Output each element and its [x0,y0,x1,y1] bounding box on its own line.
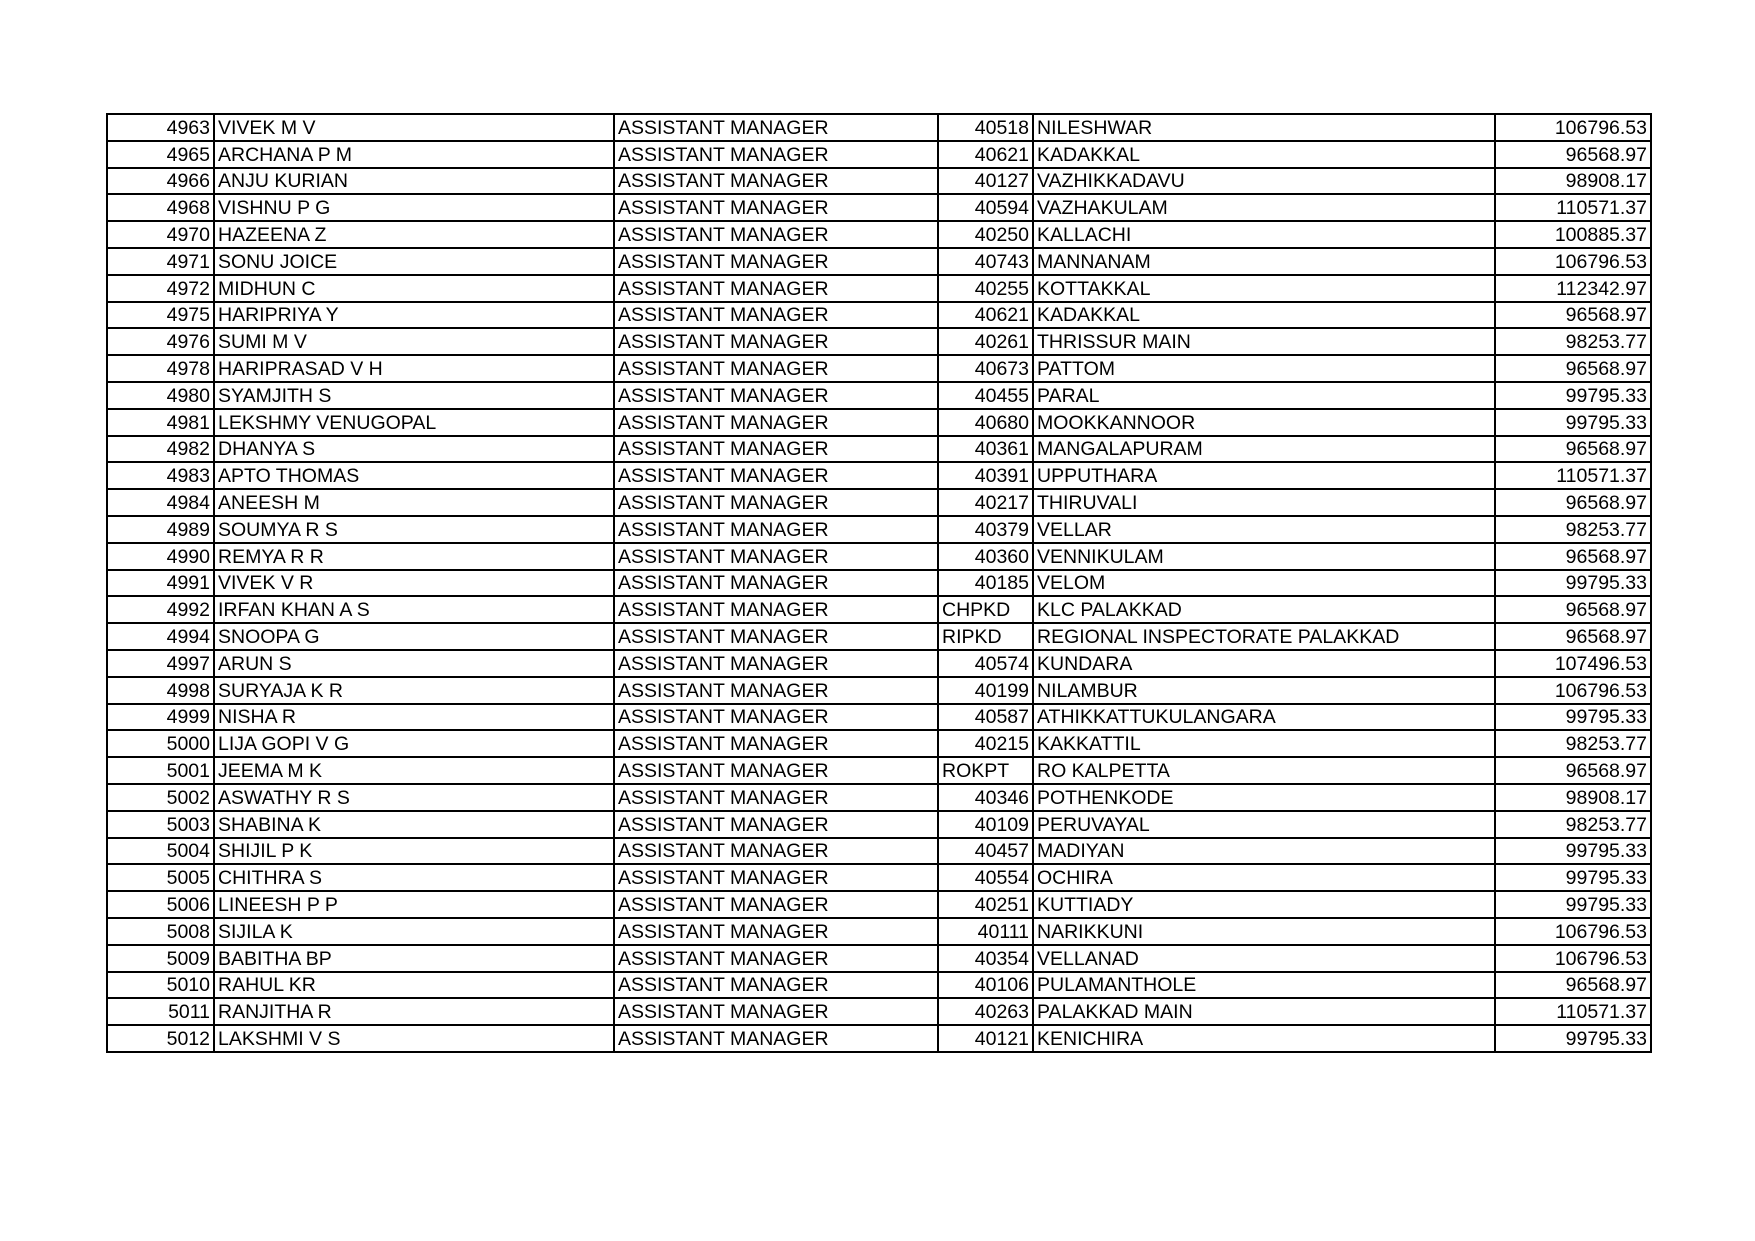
employee-name-cell: HAZEENA Z [214,221,614,248]
employee-id-cell: 4982 [107,436,214,463]
designation-cell: ASSISTANT MANAGER [614,543,938,570]
branch-code-cell: 40554 [938,864,1033,891]
employee-id-cell: 4971 [107,248,214,275]
branch-name-cell: PARAL [1033,382,1495,409]
employee-name-cell: VIVEK V R [214,570,614,597]
amount-cell: 106796.53 [1495,114,1651,141]
employee-id-cell: 4984 [107,489,214,516]
employee-name-cell: NISHA R [214,704,614,731]
branch-code-cell: 40109 [938,811,1033,838]
designation-cell: ASSISTANT MANAGER [614,623,938,650]
employee-id-cell: 5010 [107,972,214,999]
amount-cell: 100885.37 [1495,221,1651,248]
amount-cell: 99795.33 [1495,382,1651,409]
employee-id-cell: 4965 [107,141,214,168]
branch-code-cell: 40106 [938,972,1033,999]
designation-cell: ASSISTANT MANAGER [614,328,938,355]
branch-code-cell: 40518 [938,114,1033,141]
employee-id-cell: 4994 [107,623,214,650]
branch-code-cell: CHPKD [938,596,1033,623]
branch-code-cell: 40455 [938,382,1033,409]
amount-cell: 96568.97 [1495,436,1651,463]
staff-table [106,113,1652,1053]
amount-cell: 99795.33 [1495,864,1651,891]
designation-cell: ASSISTANT MANAGER [614,275,938,302]
branch-code-cell: 40361 [938,436,1033,463]
branch-name-cell: KUTTIADY [1033,891,1495,918]
amount-cell: 106796.53 [1495,945,1651,972]
branch-name-cell: KAKKATTIL [1033,730,1495,757]
table-row [107,918,1651,945]
branch-code-cell: 40199 [938,677,1033,704]
amount-cell: 106796.53 [1495,918,1651,945]
branch-name-cell: PALAKKAD MAIN [1033,998,1495,1025]
employee-name-cell: LINEESH P P [214,891,614,918]
branch-code-cell: RIPKD [938,623,1033,650]
table-row [107,141,1651,168]
table-row [107,355,1651,382]
branch-name-cell: THRISSUR MAIN [1033,328,1495,355]
employee-name-cell: LEKSHMY VENUGOPAL [214,409,614,436]
designation-cell: ASSISTANT MANAGER [614,436,938,463]
designation-cell: ASSISTANT MANAGER [614,704,938,731]
branch-name-cell: NILAMBUR [1033,677,1495,704]
branch-name-cell: PATTOM [1033,355,1495,382]
designation-cell: ASSISTANT MANAGER [614,114,938,141]
employee-id-cell: 4998 [107,677,214,704]
designation-cell: ASSISTANT MANAGER [614,945,938,972]
designation-cell: ASSISTANT MANAGER [614,409,938,436]
branch-code-cell: 40621 [938,141,1033,168]
amount-cell: 96568.97 [1495,141,1651,168]
employee-name-cell: REMYA R R [214,543,614,570]
employee-name-cell: SHABINA K [214,811,614,838]
employee-id-cell: 4983 [107,462,214,489]
branch-name-cell: PULAMANTHOLE [1033,972,1495,999]
employee-id-cell: 5006 [107,891,214,918]
table-row [107,409,1651,436]
amount-cell: 96568.97 [1495,623,1651,650]
designation-cell: ASSISTANT MANAGER [614,570,938,597]
table-row [107,650,1651,677]
table-row [107,462,1651,489]
employee-id-cell: 4972 [107,275,214,302]
branch-code-cell: 40673 [938,355,1033,382]
table-row [107,730,1651,757]
employee-id-cell: 4991 [107,570,214,597]
designation-cell: ASSISTANT MANAGER [614,141,938,168]
amount-cell: 110571.37 [1495,194,1651,221]
branch-name-cell: ATHIKKATTUKULANGARA [1033,704,1495,731]
employee-id-cell: 5003 [107,811,214,838]
branch-code-cell: 40594 [938,194,1033,221]
employee-name-cell: ANJU KURIAN [214,168,614,195]
employee-id-cell: 4976 [107,328,214,355]
branch-code-cell: 40457 [938,838,1033,865]
employee-name-cell: LAKSHMI V S [214,1025,614,1052]
branch-code-cell: 40250 [938,221,1033,248]
branch-name-cell: KENICHIRA [1033,1025,1495,1052]
table-row [107,570,1651,597]
table-row [107,489,1651,516]
employee-name-cell: RAHUL KR [214,972,614,999]
employee-name-cell: RANJITHA R [214,998,614,1025]
table-body [107,114,1651,1052]
employee-id-cell: 4997 [107,650,214,677]
employee-id-cell: 4975 [107,302,214,329]
table-row [107,221,1651,248]
employee-name-cell: SIJILA K [214,918,614,945]
employee-id-cell: 5002 [107,784,214,811]
amount-cell: 106796.53 [1495,248,1651,275]
designation-cell: ASSISTANT MANAGER [614,998,938,1025]
branch-name-cell: VAZHIKKADAVU [1033,168,1495,195]
branch-name-cell: NILESHWAR [1033,114,1495,141]
employee-name-cell: ARUN S [214,650,614,677]
employee-id-cell: 4989 [107,516,214,543]
table-row [107,838,1651,865]
designation-cell: ASSISTANT MANAGER [614,864,938,891]
table-row [107,248,1651,275]
designation-cell: ASSISTANT MANAGER [614,918,938,945]
table-row [107,704,1651,731]
designation-cell: ASSISTANT MANAGER [614,1025,938,1052]
branch-name-cell: VAZHAKULAM [1033,194,1495,221]
branch-code-cell: 40121 [938,1025,1033,1052]
amount-cell: 96568.97 [1495,355,1651,382]
employee-name-cell: ANEESH M [214,489,614,516]
document-page [106,113,1652,1053]
branch-name-cell: MADIYAN [1033,838,1495,865]
amount-cell: 98908.17 [1495,784,1651,811]
employee-id-cell: 4990 [107,543,214,570]
branch-code-cell: 40743 [938,248,1033,275]
designation-cell: ASSISTANT MANAGER [614,248,938,275]
branch-name-cell: REGIONAL INSPECTORATE PALAKKAD [1033,623,1495,650]
employee-name-cell: MIDHUN C [214,275,614,302]
branch-name-cell: KOTTAKKAL [1033,275,1495,302]
employee-name-cell: SONU JOICE [214,248,614,275]
branch-name-cell: POTHENKODE [1033,784,1495,811]
table-row [107,328,1651,355]
table-row [107,436,1651,463]
employee-name-cell: CHITHRA S [214,864,614,891]
branch-code-cell: ROKPT [938,757,1033,784]
designation-cell: ASSISTANT MANAGER [614,168,938,195]
designation-cell: ASSISTANT MANAGER [614,221,938,248]
branch-name-cell: KADAKKAL [1033,141,1495,168]
table-row [107,543,1651,570]
amount-cell: 99795.33 [1495,409,1651,436]
designation-cell: ASSISTANT MANAGER [614,489,938,516]
employee-id-cell: 5005 [107,864,214,891]
branch-code-cell: 40574 [938,650,1033,677]
amount-cell: 110571.37 [1495,998,1651,1025]
amount-cell: 96568.97 [1495,972,1651,999]
table-row [107,677,1651,704]
employee-id-cell: 4978 [107,355,214,382]
employee-id-cell: 4980 [107,382,214,409]
table-row [107,168,1651,195]
branch-name-cell: UPPUTHARA [1033,462,1495,489]
employee-id-cell: 5008 [107,918,214,945]
amount-cell: 107496.53 [1495,650,1651,677]
amount-cell: 96568.97 [1495,596,1651,623]
employee-id-cell: 4966 [107,168,214,195]
amount-cell: 99795.33 [1495,704,1651,731]
employee-id-cell: 4963 [107,114,214,141]
table-row [107,516,1651,543]
branch-name-cell: VELLAR [1033,516,1495,543]
employee-name-cell: APTO THOMAS [214,462,614,489]
table-row [107,275,1651,302]
designation-cell: ASSISTANT MANAGER [614,784,938,811]
amount-cell: 112342.97 [1495,275,1651,302]
branch-name-cell: PERUVAYAL [1033,811,1495,838]
amount-cell: 106796.53 [1495,677,1651,704]
table-row [107,302,1651,329]
branch-name-cell: KUNDARA [1033,650,1495,677]
table-row [107,194,1651,221]
employee-id-cell: 5000 [107,730,214,757]
employee-id-cell: 5004 [107,838,214,865]
employee-name-cell: SURYAJA K R [214,677,614,704]
designation-cell: ASSISTANT MANAGER [614,516,938,543]
employee-name-cell: JEEMA M K [214,757,614,784]
amount-cell: 96568.97 [1495,489,1651,516]
designation-cell: ASSISTANT MANAGER [614,462,938,489]
amount-cell: 98253.77 [1495,730,1651,757]
employee-id-cell: 4981 [107,409,214,436]
employee-name-cell: BABITHA BP [214,945,614,972]
branch-code-cell: 40680 [938,409,1033,436]
employee-name-cell: SHIJIL P K [214,838,614,865]
designation-cell: ASSISTANT MANAGER [614,596,938,623]
branch-code-cell: 40587 [938,704,1033,731]
employee-id-cell: 5001 [107,757,214,784]
table-row [107,623,1651,650]
branch-code-cell: 40360 [938,543,1033,570]
employee-name-cell: HARIPRASAD V H [214,355,614,382]
branch-code-cell: 40127 [938,168,1033,195]
designation-cell: ASSISTANT MANAGER [614,302,938,329]
table-row [107,784,1651,811]
designation-cell: ASSISTANT MANAGER [614,194,938,221]
employee-name-cell: DHANYA S [214,436,614,463]
designation-cell: ASSISTANT MANAGER [614,838,938,865]
branch-code-cell: 40391 [938,462,1033,489]
branch-name-cell: MANNANAM [1033,248,1495,275]
branch-name-cell: OCHIRA [1033,864,1495,891]
branch-code-cell: 40346 [938,784,1033,811]
branch-name-cell: VELLANAD [1033,945,1495,972]
employee-id-cell: 5012 [107,1025,214,1052]
branch-code-cell: 40621 [938,302,1033,329]
branch-code-cell: 40217 [938,489,1033,516]
employee-name-cell: SYAMJITH S [214,382,614,409]
amount-cell: 98908.17 [1495,168,1651,195]
amount-cell: 98253.77 [1495,328,1651,355]
branch-name-cell: KLC PALAKKAD [1033,596,1495,623]
employee-id-cell: 4968 [107,194,214,221]
employee-name-cell: VISHNU P G [214,194,614,221]
employee-name-cell: VIVEK M V [214,114,614,141]
designation-cell: ASSISTANT MANAGER [614,677,938,704]
branch-code-cell: 40255 [938,275,1033,302]
designation-cell: ASSISTANT MANAGER [614,811,938,838]
branch-name-cell: VELOM [1033,570,1495,597]
employee-name-cell: SUMI M V [214,328,614,355]
employee-id-cell: 5009 [107,945,214,972]
employee-id-cell: 4992 [107,596,214,623]
employee-id-cell: 4970 [107,221,214,248]
employee-name-cell: IRFAN KHAN A S [214,596,614,623]
branch-code-cell: 40379 [938,516,1033,543]
branch-name-cell: NARIKKUNI [1033,918,1495,945]
designation-cell: ASSISTANT MANAGER [614,972,938,999]
designation-cell: ASSISTANT MANAGER [614,757,938,784]
branch-name-cell: KADAKKAL [1033,302,1495,329]
branch-code-cell: 40251 [938,891,1033,918]
branch-code-cell: 40215 [938,730,1033,757]
employee-name-cell: SNOOPA G [214,623,614,650]
table-row [107,596,1651,623]
branch-name-cell: KALLACHI [1033,221,1495,248]
employee-id-cell: 5011 [107,998,214,1025]
branch-code-cell: 40354 [938,945,1033,972]
table-row [107,382,1651,409]
designation-cell: ASSISTANT MANAGER [614,650,938,677]
table-row [107,891,1651,918]
amount-cell: 99795.33 [1495,1025,1651,1052]
employee-id-cell: 4999 [107,704,214,731]
table-row [107,945,1651,972]
amount-cell: 98253.77 [1495,811,1651,838]
branch-name-cell: VENNIKULAM [1033,543,1495,570]
table-row [107,757,1651,784]
designation-cell: ASSISTANT MANAGER [614,730,938,757]
designation-cell: ASSISTANT MANAGER [614,891,938,918]
branch-name-cell: THIRUVALI [1033,489,1495,516]
amount-cell: 98253.77 [1495,516,1651,543]
designation-cell: ASSISTANT MANAGER [614,355,938,382]
employee-name-cell: ASWATHY R S [214,784,614,811]
branch-name-cell: MOOKKANNOOR [1033,409,1495,436]
table-row [107,864,1651,891]
designation-cell: ASSISTANT MANAGER [614,382,938,409]
amount-cell: 96568.97 [1495,302,1651,329]
employee-name-cell: ARCHANA P M [214,141,614,168]
table-row [107,114,1651,141]
amount-cell: 110571.37 [1495,462,1651,489]
amount-cell: 96568.97 [1495,543,1651,570]
branch-name-cell: RO KALPETTA [1033,757,1495,784]
employee-name-cell: HARIPRIYA Y [214,302,614,329]
branch-code-cell: 40261 [938,328,1033,355]
table-row [107,811,1651,838]
amount-cell: 99795.33 [1495,891,1651,918]
table-row [107,1025,1651,1052]
employee-name-cell: LIJA GOPI V G [214,730,614,757]
branch-code-cell: 40111 [938,918,1033,945]
table-row [107,998,1651,1025]
branch-code-cell: 40185 [938,570,1033,597]
branch-code-cell: 40263 [938,998,1033,1025]
branch-name-cell: MANGALAPURAM [1033,436,1495,463]
amount-cell: 99795.33 [1495,570,1651,597]
amount-cell: 99795.33 [1495,838,1651,865]
table-row [107,972,1651,999]
employee-name-cell: SOUMYA R S [214,516,614,543]
amount-cell: 96568.97 [1495,757,1651,784]
